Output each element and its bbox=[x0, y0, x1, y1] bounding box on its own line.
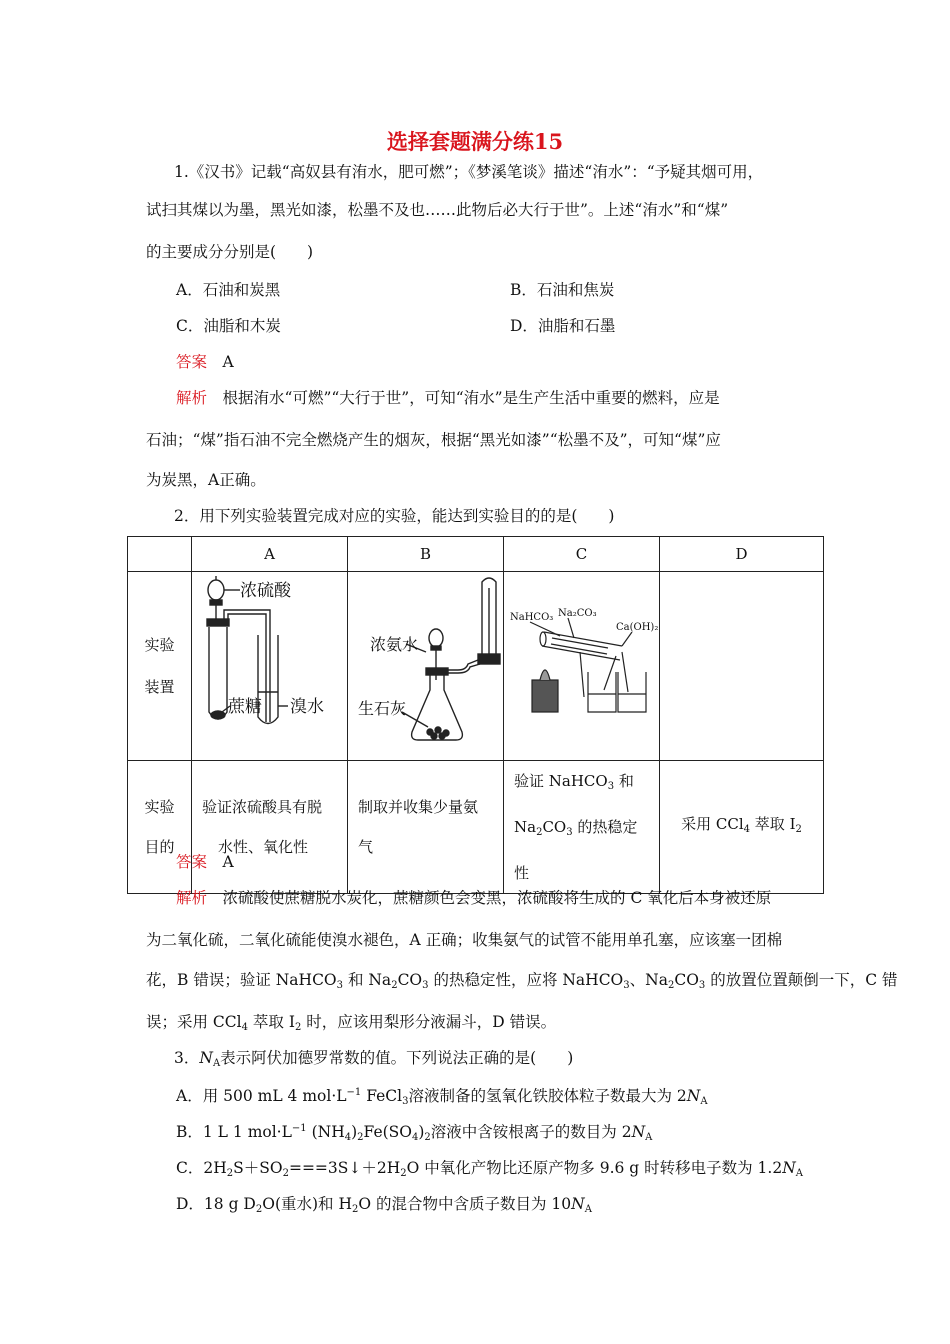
purpose-a-line-2: 水性、氧化性 bbox=[218, 838, 309, 856]
purpose-c-line-2: $Na_2CO_3$ 的热稳定性 bbox=[514, 818, 638, 882]
table-header-row bbox=[128, 537, 824, 572]
purpose-row bbox=[128, 761, 824, 894]
q1-option-b: B．石油和焦炭 bbox=[510, 281, 615, 299]
q1-stem-line-2: 试扫其煤以为墨，黑光如漆，松墨不及也……此物后必大行于世”。上述“洧水”和“煤” bbox=[146, 201, 729, 219]
label-caoh2: Ca(OH)₂ bbox=[616, 622, 659, 633]
label-na2co3: Na₂CO₃ bbox=[558, 608, 597, 619]
label-conc-ammonia: 浓氨水 bbox=[370, 635, 419, 654]
q2-analysis-line-2: 为二氧化硫，二氧化硫能使溴水褪色，A 正确；收集氨气的试管不能用单孔塞，应该塞一团棉 bbox=[146, 931, 783, 949]
purpose-b-line-2: 气 bbox=[358, 838, 374, 856]
label-conc-sulfuric: 浓硫酸 bbox=[240, 581, 291, 601]
purpose-d: 采用 CCl$_4$ 萃取 $I_2$ bbox=[660, 761, 824, 894]
apparatus-a bbox=[192, 572, 348, 761]
q1-analysis-text-1: 根据洧水“可燃”“大行于世”，可知“洧水”是生产生活中重要的燃料，应是 bbox=[222, 389, 720, 407]
q3-stem: 3．$N_A$表示阿伏加德罗常数的值。下列说法正确的是( ) bbox=[174, 1049, 574, 1069]
q1-answer-label: 答案 bbox=[176, 353, 208, 371]
header-c: C bbox=[504, 537, 660, 572]
q1-analysis-label: 解析 bbox=[176, 389, 208, 407]
purpose-b-line-1: 制取并收集少量氨 bbox=[358, 798, 479, 816]
label-sucrose: 蔗糖 bbox=[228, 697, 262, 717]
apparatus-b bbox=[348, 572, 504, 761]
apparatus-a-diagram bbox=[192, 572, 348, 760]
q1-answer bbox=[176, 350, 234, 372]
label-nahco3: NaHCO₃ bbox=[510, 612, 554, 623]
header-a: A bbox=[192, 537, 348, 572]
header-empty bbox=[128, 537, 192, 572]
q1-option-a: A．石油和炭黑 bbox=[176, 281, 281, 299]
q3-option-b: B．1 L 1 $mol\cdot L^{-1}$ $(NH_4)_2Fe(SO_4)_2$溶液中含铵根离子的数目为 $2N_A$ bbox=[176, 1123, 653, 1143]
q1-analysis-line-1 bbox=[176, 386, 720, 408]
q2-answer-value: A bbox=[222, 853, 234, 871]
q2-answer-label: 答案 bbox=[176, 853, 208, 871]
apparatus-d bbox=[660, 572, 824, 761]
q2-analysis-label: 解析 bbox=[176, 889, 208, 907]
q1-analysis-line-2: 石油；“煤”指石油不完全燃烧产生的烟灰，根据“黑光如漆”“松墨不及”，可知“煤”应 bbox=[146, 431, 721, 449]
apparatus-c bbox=[504, 572, 660, 761]
page-title: 选择套题满分练15 bbox=[386, 129, 564, 154]
apparatus-row-label bbox=[128, 572, 192, 761]
purpose-row-label bbox=[128, 761, 192, 894]
purpose-c bbox=[504, 761, 660, 894]
row-label-1b: 装置 bbox=[144, 678, 175, 696]
apparatus-b-diagram bbox=[348, 572, 504, 760]
purpose-a-line-1: 验证浓硫酸具有脱 bbox=[202, 798, 323, 816]
apparatus-c-diagram bbox=[504, 572, 660, 760]
q1-option-d: D．油脂和石墨 bbox=[510, 317, 616, 335]
q2-stem: 2．用下列实验装置完成对应的实验，能达到实验目的的是( ) bbox=[174, 507, 615, 525]
q3-option-c: C．$2H_2S+SO_2===3S↓+2H_2O$ 中氧化产物比还原产物多 9.6 g 时转移电子数为 $1.2N_A$ bbox=[176, 1159, 804, 1179]
row-label-1a: 实验 bbox=[144, 636, 175, 654]
q3-option-d: D．18 g $D_2O$(重水)和 $H_2O$ 的混合物中含质子数目为 $10N_A$ bbox=[176, 1195, 592, 1215]
q2-analysis-line-1 bbox=[176, 886, 771, 908]
q2-analysis-text-1: 浓硫酸使蔗糖脱水炭化，蔗糖颜色会变黑，浓硫酸将生成的 C 氧化后本身被还原 bbox=[222, 889, 772, 907]
q2-answer bbox=[176, 850, 234, 872]
q1-stem-line-1: 1.《汉书》记载“高奴县有洧水，肥可燃”；《梦溪笔谈》描述“洧水”：“予疑其烟可用， bbox=[174, 163, 764, 181]
header-b: B bbox=[348, 537, 504, 572]
q1-analysis-line-3: 为炭黑，A正确。 bbox=[146, 471, 266, 489]
q1-stem-line-3: 的主要成分分别是( ) bbox=[146, 243, 314, 261]
experiment-table bbox=[127, 536, 824, 894]
apparatus-row bbox=[128, 572, 824, 761]
row-label-2a: 实验 bbox=[144, 798, 175, 816]
q1-answer-value: A bbox=[222, 353, 234, 371]
header-d: D bbox=[660, 537, 824, 572]
q2-analysis-line-3: 花，B 错误；验证 NaHCO$_3$ 和 $Na_2CO_3$ 的热稳定性，应将 NaHCO$_3$、$Na_2CO_3$ 的放置位置颠倒一下，C 错 bbox=[146, 971, 898, 991]
purpose-a bbox=[192, 761, 348, 894]
purpose-b bbox=[348, 761, 504, 894]
q2-analysis-line-4: 误；采用 CCl$_4$ 萃取 $I_2$ 时，应该用梨形分液漏斗，D 错误。 bbox=[146, 1013, 557, 1033]
q1-option-c: C．油脂和木炭 bbox=[176, 317, 281, 335]
purpose-c-line-1: 验证 NaHCO$_3$ 和 bbox=[514, 772, 634, 792]
row-label-2b: 目的 bbox=[144, 838, 175, 856]
label-quicklime: 生石灰 bbox=[358, 699, 407, 718]
label-bromine-water: 溴水 bbox=[290, 697, 324, 717]
q3-option-a: A．用 500 mL 4 $mol\cdot L^{-1}$ FeCl$_3$溶液制备的氢氧化铁胶体粒子数最大为 $2N_A$ bbox=[176, 1087, 708, 1107]
